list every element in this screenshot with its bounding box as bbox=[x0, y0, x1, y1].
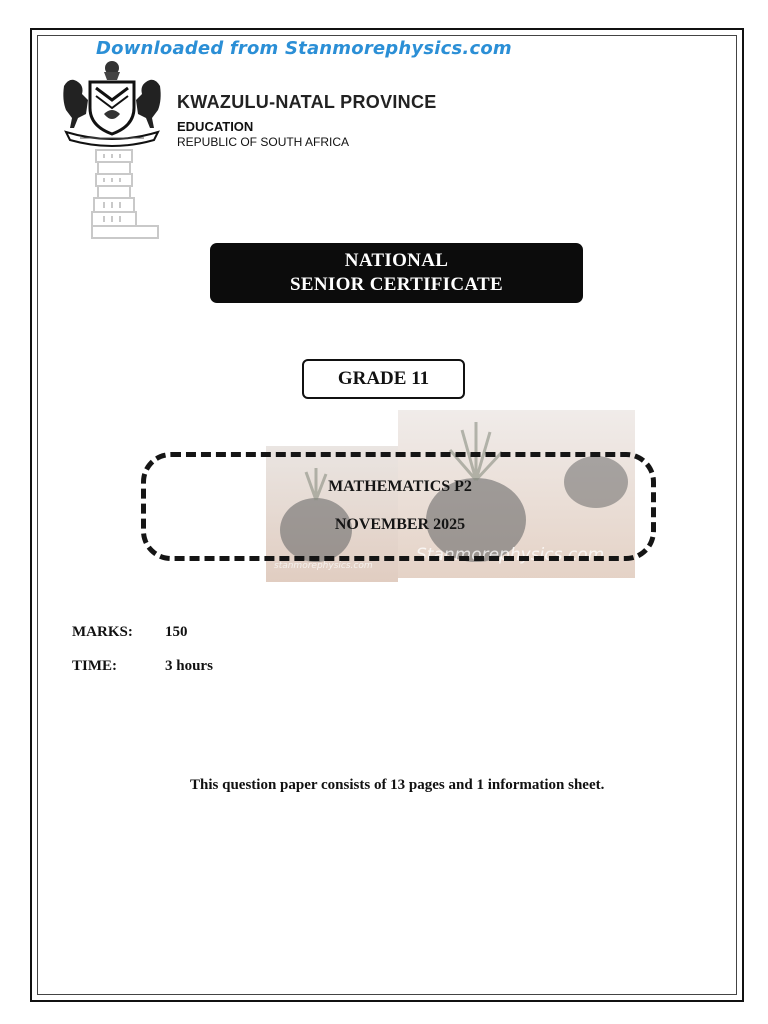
province-title: KWAZULU-NATAL PROVINCE bbox=[177, 92, 437, 112]
certificate-banner bbox=[210, 243, 583, 303]
download-source-link[interactable]: Downloaded from Stanmorephysics.com bbox=[96, 38, 512, 59]
time-value: 3 hours bbox=[165, 658, 213, 674]
time-label: TIME: bbox=[72, 658, 117, 674]
issuer-block bbox=[177, 92, 437, 149]
coat-of-arms-logo bbox=[60, 58, 164, 248]
paper-page-count-note: This question paper consists of 13 pages and 1 information sheet. bbox=[190, 777, 605, 793]
banner-line-1: NATIONAL bbox=[344, 250, 449, 271]
photo-watermark-text: Stanmorephysics.com bbox=[416, 545, 605, 565]
subject-frame bbox=[141, 452, 656, 561]
banner-line-2: SENIOR CERTIFICATE bbox=[290, 274, 503, 295]
grade-label: GRADE 11 bbox=[302, 359, 465, 399]
exam-session: NOVEMBER 2025 bbox=[334, 516, 466, 533]
country-name: REPUBLIC OF SOUTH AFRICA bbox=[177, 135, 350, 149]
department-name: EDUCATION bbox=[177, 119, 254, 134]
subject-name: MATHEMATICS P2 bbox=[328, 478, 472, 495]
marks-value: 150 bbox=[165, 624, 188, 640]
marks-label: MARKS: bbox=[72, 624, 133, 640]
photo-watermark-text-small: stanmorephysics.com bbox=[274, 561, 373, 571]
